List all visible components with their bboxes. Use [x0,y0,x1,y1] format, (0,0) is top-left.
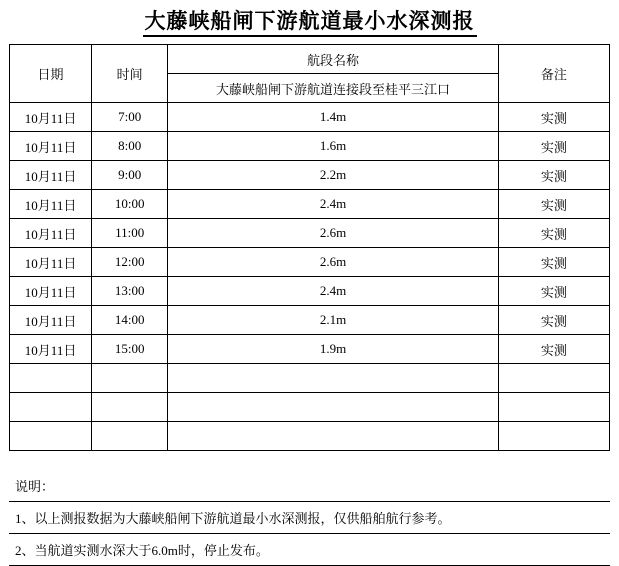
notes-label-row [9,470,610,502]
cell-time [92,364,168,393]
cell-remark [498,364,609,393]
table-row [10,190,610,219]
notes-item-row [9,502,610,534]
cell-remark: 实测 [498,277,609,306]
cell-depth: 2.1m [168,306,499,335]
cell-remark: 实测 [498,190,609,219]
table-header-row-1 [10,45,610,74]
cell-remark: 实测 [498,219,609,248]
cell-date: 10月11日 [10,103,92,132]
cell-time: 9:00 [92,161,168,190]
cell-depth: 2.4m [168,277,499,306]
cell-remark [498,393,609,422]
table-row [10,306,610,335]
table-row [10,103,610,132]
notes-item-2: 2、当航道实测水深大于6.0m时，停止发布。 [9,534,610,566]
cell-depth [168,364,499,393]
cell-depth: 2.2m [168,161,499,190]
cell-depth: 1.6m [168,132,499,161]
cell-date [10,393,92,422]
cell-time: 7:00 [92,103,168,132]
cell-depth: 1.4m [168,103,499,132]
notes-item-row [9,534,610,566]
cell-depth: 2.4m [168,190,499,219]
cell-remark [498,422,609,451]
header-route-group: 航段名称 [168,45,499,74]
cell-date [10,422,92,451]
table-row [10,335,610,364]
cell-depth: 2.6m [168,248,499,277]
cell-time: 13:00 [92,277,168,306]
table-row [10,248,610,277]
cell-time [92,393,168,422]
table-row-empty [10,393,610,422]
cell-remark: 实测 [498,335,609,364]
cell-time: 11:00 [92,219,168,248]
cell-remark: 实测 [498,103,609,132]
header-date: 日期 [10,45,92,103]
table-row [10,219,610,248]
cell-date: 10月11日 [10,248,92,277]
header-route-sub: 大藤峡船闸下游航道连接段至桂平三江口 [168,74,499,103]
cell-remark: 实测 [498,248,609,277]
table-row [10,161,610,190]
cell-time: 8:00 [92,132,168,161]
table-row-empty [10,364,610,393]
cell-depth [168,422,499,451]
cell-depth: 1.9m [168,335,499,364]
notes-section [9,469,610,566]
cell-date: 10月11日 [10,161,92,190]
cell-remark: 实测 [498,161,609,190]
header-remark: 备注 [498,45,609,103]
cell-time: 12:00 [92,248,168,277]
notes-table [9,469,610,566]
cell-depth: 2.6m [168,219,499,248]
cell-remark: 实测 [498,306,609,335]
cell-date: 10月11日 [10,132,92,161]
cell-date: 10月11日 [10,219,92,248]
cell-depth [168,393,499,422]
notes-label: 说明： [9,470,610,502]
cell-date: 10月11日 [10,306,92,335]
cell-date: 10月11日 [10,190,92,219]
title-area [0,0,619,44]
table-row-empty [10,422,610,451]
table-row [10,132,610,161]
cell-time [92,422,168,451]
page-title: 大藤峡船闸下游航道最小水深测报 [143,9,477,37]
header-time: 时间 [92,45,168,103]
table-row [10,277,610,306]
cell-date [10,364,92,393]
water-depth-table [9,44,610,451]
cell-time: 10:00 [92,190,168,219]
notes-item-1: 1、以上测报数据为大藤峡船闸下游航道最小水深测报，仅供船舶航行参考。 [9,502,610,534]
cell-remark: 实测 [498,132,609,161]
cell-date: 10月11日 [10,277,92,306]
cell-time: 15:00 [92,335,168,364]
cell-time: 14:00 [92,306,168,335]
cell-date: 10月11日 [10,335,92,364]
